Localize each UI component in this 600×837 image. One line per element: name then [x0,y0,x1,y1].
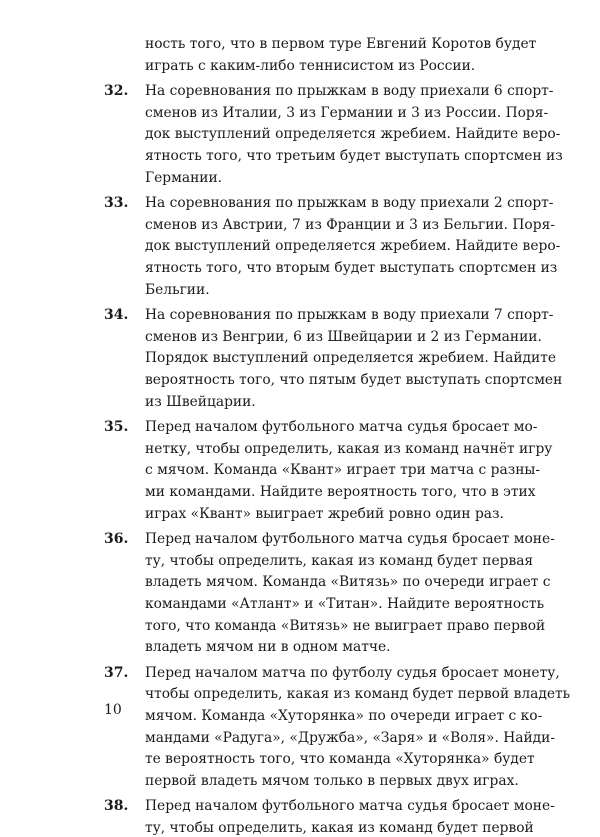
problem-line: ми командами. Найдите вероятность того, что в этих [145,484,536,500]
problem-line: нетку, чтобы определить, какая из команд начнёт игру [145,440,553,457]
problem-line: командами «Атлант» и «Титан». Найдите вероятность [145,596,545,612]
problem-line: сменов из Австрии, 7 из Франции и 3 из Бельгии. Поря- [145,216,555,233]
problem-line: Перед началом матча по футболу судья бросает монету, [145,664,560,681]
problem-line: играх «Квант» выиграет жребий ровно один раз. [145,505,504,522]
problem-line: мандами «Радуга», «Дружба», «Заря» и «Воля». Найди- [145,729,556,746]
page-number: 10 [104,702,122,718]
problem-line: Перед началом футбольного матча судья бросает мо- [145,419,538,436]
problem-line: владеть мячом ни в одном матче. [145,639,391,656]
problem-line: мячом. Команда «Хуторянка» по очереди играет с ко- [145,708,543,724]
problem-number: 32. [104,83,129,100]
problem-number: 33. [104,195,129,212]
problem-line: первой владеть мячом только в первых двух играх. [145,772,519,789]
continuation-line: играть с каким-либо теннисистом из России. [145,57,476,74]
problem-line: Перед началом футбольного матча судья бросает моне- [145,531,555,548]
problem-line: Германии. [145,169,223,186]
continuation-line: ность того, что в первом туре Евгений Коротов будет [145,36,537,52]
problem-line: из Швейцарии. [145,393,256,410]
problem-line: док выступлений определяется жребием. Найдите веро- [145,126,561,143]
problem-number: 36. [104,531,129,548]
problem-line: чтобы определить, какая из команд будет первой владеть [145,686,571,703]
problem-line: сменов из Италии, 3 из Германии и 3 из России. Поря- [145,104,549,121]
problem-number: 37. [104,664,129,681]
problem-line: ту, чтобы определить, какая из команд будет первая [145,552,534,569]
problem-line: вероятность того, что пятым будет выступать спортсмен [145,372,563,388]
problem-line: сменов из Венгрии, 6 из Швейцарии и 2 из Германии. [145,328,542,345]
problem-number: 38. [104,798,129,815]
problem-line: Порядок выступлений определяется жребием. Найдите [145,350,557,367]
problem-line: На соревнования по прыжкам в воду приехали 6 спорт- [145,83,554,100]
problem-line: ятность того, что третьим будет выступать спортсмен из [145,148,563,164]
problem-line: Бельгии. [145,281,210,298]
problem-line: с мячом. Команда «Квант» играет три матча с разны- [145,462,541,479]
problem-line: ту, чтобы определить, какая из команд будет первой [145,820,534,836]
problem-line: ятность того, что вторым будет выступать спортсмен из [145,260,558,276]
problem-line: владеть мячом. Команда «Витязь» по очереди играет с [145,574,551,591]
problem-line: того, что команда «Витязь» не выиграет право первой [145,617,546,634]
problem-line: док выступлений определяется жребием. Найдите веро- [145,238,561,255]
problem-line: Перед началом футбольного матча судья бросает моне- [145,798,555,815]
problem-line: те вероятность того, что команда «Хуторянка» будет [145,751,535,768]
problem-line: На соревнования по прыжкам в воду приехали 2 спорт- [145,195,554,212]
problem-line: На соревнования по прыжкам в воду приехали 7 спорт- [145,307,554,324]
problem-number: 35. [104,419,129,436]
problem-number: 34. [104,307,129,324]
